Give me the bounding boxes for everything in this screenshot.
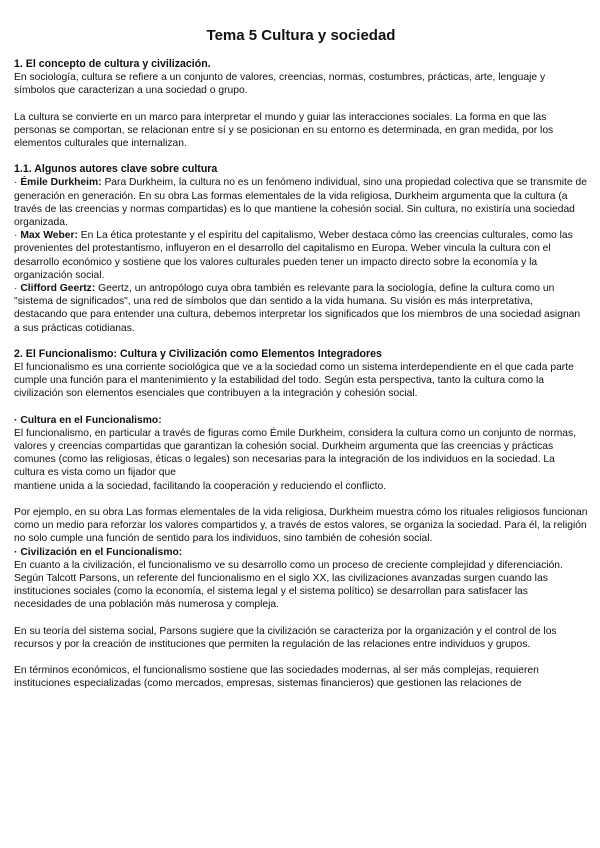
bullet-mark: · [14, 283, 18, 295]
culture-functionalism-paragraph-2: Por ejemplo, en su obra Las formas elementales de la vida religiosa, Durkheim muestra cómo los rituales religiosos funcionan como un medio para reforzar los valores compartidos y, a través de estos valores, se organiza la sociedad. Para él, la religión no solo cumple una función de sentido para los individuos, sino también de cohesión social. [14, 506, 588, 545]
bullet-mark: · [14, 177, 18, 189]
author-durkheim [14, 176, 588, 229]
author-geertz [14, 282, 588, 335]
culture-functionalism-heading: · Cultura en el Funcionalismo: [14, 414, 162, 426]
author-name: Émile Durkheim: [20, 177, 102, 189]
author-name: Max Weber: [20, 230, 78, 242]
author-text: Para Durkheim, la cultura no es un fenómeno individual, sino una propiedad colectiva que se transmite de generación en generación. En su obra Las formas elementales de la vida religiosa, Durkheim argumenta que la cultura (a través de las creencias y normas compartidas) es lo que mantiene la cohesión social. Sin cultura, no existiría una sociedad organizada. [14, 177, 587, 229]
bullet-mark: · [14, 546, 18, 558]
section-1-paragraph-1: En sociología, cultura se refiere a un conjunto de valores, creencias, normas, costumbres, prácticas, arte, lenguaje y símbolos que caracterizan a una sociedad o grupo. [14, 72, 546, 97]
civilization-paragraph-3: En términos económicos, el funcionalismo sostiene que las sociedades modernas, al ser más complejas, requieren instituciones especializadas (como mercados, empresas, sistemas financieros) que gestionen las relaciones de [14, 664, 539, 690]
document-page [14, 26, 588, 690]
section-1-1-heading: 1.1. Algunos autores clave sobre cultura [14, 163, 218, 176]
civilization-paragraph-2: En su teoría del sistema social, Parsons sugiere que la civilización se caracteriza por la organización y el control de los recursos y por la creación de instituciones que permiten la regulación de las relaciones entre individuos y grupos. [14, 625, 557, 650]
author-text: En La ética protestante y el espíritu del capitalismo, Weber destaca cómo las creencias culturales, como las provenientes del protestantismo, influyeron en el desarrollo del capitalismo en Europa. Weber vincula la cultura con el desarrollo económico y sostiene que los valores culturales pueden tener un impacto directo sobre la economía y la organización social. [14, 230, 573, 281]
civilization-functionalism-heading: · Civilización en el Funcionalismo: [14, 546, 183, 558]
civilization-paragraph-1: En cuanto a la civilización, el funcionalismo ve su desarrollo como un proceso de creciente complejidad y diferenciación. Según Talcott Parsons, un referente del funcionalismo en el siglo XX, las civilizaciones avanzadas surgen cuando las instituciones sociales (como la economía, el sistema legal y el sistema político) se desarrollan para satisfacer las necesidades de una población más numerosa y compleja. [14, 559, 563, 611]
section-1-heading: 1. El concepto de cultura y civilización. [14, 58, 211, 70]
section-1-paragraph-2: La cultura se convierte en un marco para interpretar el mundo y guiar las interacciones sociales. La forma en que las personas se comportan, se relacionan entre sí y se posicionan en su entorno es determinada, en gran medida, por los elementos culturales que internalizan. [14, 111, 554, 150]
culture-functionalism-paragraph-1b: mantiene unida a la sociedad, facilitando la cooperación y reduciendo el conflicto. [14, 480, 387, 492]
bullet-mark: · [14, 230, 18, 242]
page-title: Tema 5 Cultura y sociedad [206, 27, 396, 44]
author-weber [14, 229, 588, 282]
author-text: Geertz, un antropólogo cuya obra también es relevante para la sociología, define la cultura como un "sistema de significados", una red de símbolos que dan sentido a la vida humana. Su visión es más interpretativa, destacando que para entender una cultura, debemos interpretar los significados que los miembros de una sociedad asignan a sus prácticas cotidianas. [14, 283, 581, 334]
bullet-mark: · [14, 414, 18, 426]
section-2-heading: 2. El Funcionalismo: Cultura y Civilización como Elementos Integradores [14, 347, 382, 360]
culture-functionalism-paragraph-1a: El funcionalismo, en particular a través de figuras como Émile Durkheim, considera la cultura como un conjunto de normas, valores y creencias compartidas que garantizan la cohesión social. Durkheim argumenta que las creencias y prácticas comunes (como las religiosas, éticas o legales) son necesarias para la integración de los individuos en la sociedad. La cultura es vista como un fijador que [14, 427, 577, 479]
author-name: Clifford Geertz: [20, 283, 96, 295]
section-2-intro: El funcionalismo es una corriente sociológica que ve a la sociedad como un sistema interdependiente en el que cada parte cumple una función para el mantenimiento y la estabilidad del todo. Según esta perspectiva, tanto la cultura como la civilización son elementos esenciales que contribuyen a la integración y cohesión social. [14, 362, 574, 400]
